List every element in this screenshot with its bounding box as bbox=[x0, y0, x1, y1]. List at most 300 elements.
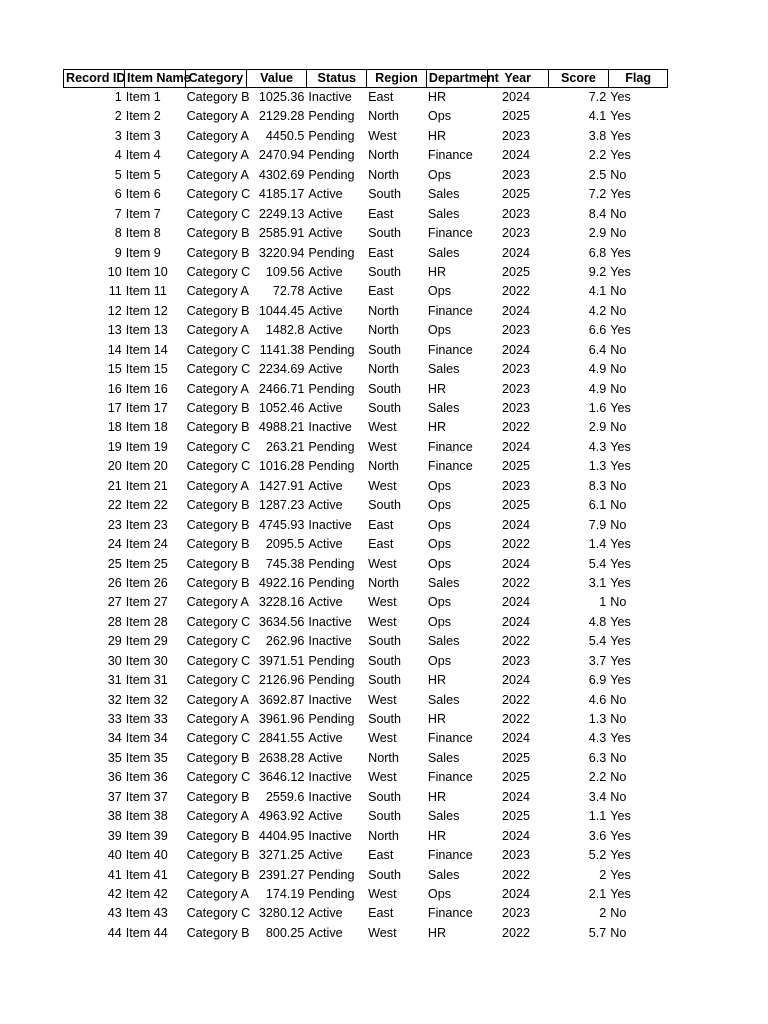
cell-status[interactable]: Active bbox=[308, 750, 343, 765]
cell-score[interactable]: 2 bbox=[599, 867, 607, 882]
cell-value[interactable]: 2095.5 bbox=[265, 537, 305, 552]
cell-score[interactable]: 5.4 bbox=[588, 634, 607, 649]
cell-value[interactable]: 2638.28 bbox=[258, 750, 305, 765]
cell-status[interactable]: Pending bbox=[308, 439, 355, 454]
cell-year[interactable]: 2023 bbox=[502, 848, 531, 863]
cell-status[interactable]: Pending bbox=[308, 167, 355, 182]
cell-record-id[interactable]: 41 bbox=[107, 867, 122, 882]
cell-item-name[interactable]: Item 16 bbox=[125, 381, 168, 396]
cell-value[interactable]: 1141.38 bbox=[259, 342, 305, 357]
cell-value[interactable]: 4302.69 bbox=[258, 167, 305, 182]
cell-status[interactable]: Inactive bbox=[308, 634, 352, 649]
cell-region[interactable]: South bbox=[368, 867, 402, 882]
cell-department[interactable]: Finance bbox=[427, 906, 473, 921]
cell-region[interactable]: North bbox=[368, 828, 399, 843]
cell-value[interactable]: 2126.96 bbox=[258, 673, 305, 688]
cell-category[interactable]: Category B bbox=[186, 848, 250, 863]
cell-flag[interactable]: No bbox=[610, 381, 627, 396]
cell-year[interactable]: 2023 bbox=[502, 906, 531, 921]
cell-status[interactable]: Active bbox=[308, 537, 343, 552]
cell-year[interactable]: 2024 bbox=[502, 614, 531, 629]
cell-region[interactable]: East bbox=[368, 245, 394, 260]
cell-year[interactable]: 2023 bbox=[502, 167, 531, 182]
cell-department[interactable]: Ops bbox=[427, 886, 452, 901]
cell-year[interactable]: 2023 bbox=[502, 206, 531, 221]
cell-value[interactable]: 3280.12 bbox=[258, 906, 305, 921]
cell-year[interactable]: 2024 bbox=[502, 245, 531, 260]
cell-value[interactable]: 2585.91 bbox=[258, 226, 305, 241]
cell-category[interactable]: Category A bbox=[186, 128, 249, 143]
cell-year[interactable]: 2023 bbox=[502, 226, 531, 241]
cell-region[interactable]: North bbox=[368, 323, 399, 338]
cell-category[interactable]: Category B bbox=[186, 556, 250, 571]
cell-year[interactable]: 2025 bbox=[502, 498, 531, 513]
cell-region[interactable]: North bbox=[368, 575, 399, 590]
cell-status[interactable]: Inactive bbox=[308, 90, 352, 104]
cell-category[interactable]: Category C bbox=[186, 770, 251, 785]
cell-status[interactable]: Active bbox=[308, 323, 343, 338]
cell-score[interactable]: 1.1 bbox=[588, 809, 607, 824]
cell-value[interactable]: 4745.93 bbox=[258, 517, 305, 532]
cell-year[interactable]: 2022 bbox=[502, 420, 531, 435]
cell-flag[interactable]: No bbox=[610, 206, 627, 221]
cell-value[interactable]: 109.56 bbox=[265, 264, 305, 279]
cell-record-id[interactable]: 2 bbox=[114, 109, 122, 124]
cell-item-name[interactable]: Item 14 bbox=[125, 342, 168, 357]
cell-flag[interactable]: Yes bbox=[610, 653, 631, 668]
cell-value[interactable]: 4404.95 bbox=[258, 828, 305, 843]
cell-flag[interactable]: No bbox=[610, 750, 627, 765]
cell-item-name[interactable]: Item 31 bbox=[125, 673, 168, 688]
cell-status[interactable]: Active bbox=[308, 478, 343, 493]
cell-status[interactable]: Active bbox=[308, 303, 343, 318]
cell-item-name[interactable]: Item 40 bbox=[125, 848, 168, 863]
cell-flag[interactable]: Yes bbox=[610, 867, 631, 882]
cell-status[interactable]: Inactive bbox=[308, 614, 352, 629]
cell-status[interactable]: Pending bbox=[308, 886, 355, 901]
cell-status[interactable]: Pending bbox=[308, 459, 355, 474]
cell-record-id[interactable]: 15 bbox=[107, 362, 122, 377]
cell-item-name[interactable]: Item 17 bbox=[125, 401, 168, 415]
cell-status[interactable]: Inactive bbox=[308, 828, 352, 843]
cell-status[interactable]: Active bbox=[308, 848, 343, 863]
cell-status[interactable]: Active bbox=[308, 925, 343, 940]
cell-flag[interactable]: No bbox=[610, 925, 627, 940]
cell-year[interactable]: 2022 bbox=[502, 634, 531, 649]
cell-score[interactable]: 1 bbox=[599, 595, 607, 610]
cell-flag[interactable]: No bbox=[610, 498, 627, 513]
cell-category[interactable]: Category B bbox=[186, 828, 250, 843]
cell-status[interactable]: Pending bbox=[308, 556, 355, 571]
cell-status[interactable]: Inactive bbox=[308, 517, 352, 532]
cell-region[interactable]: East bbox=[368, 906, 394, 921]
cell-record-id[interactable]: 42 bbox=[107, 886, 122, 901]
cell-flag[interactable]: Yes bbox=[610, 401, 631, 415]
cell-region[interactable]: West bbox=[368, 595, 397, 610]
cell-department[interactable]: Ops bbox=[427, 595, 452, 610]
cell-region[interactable]: North bbox=[368, 303, 399, 318]
cell-status[interactable]: Active bbox=[308, 362, 343, 377]
cell-year[interactable]: 2023 bbox=[502, 401, 531, 415]
cell-category[interactable]: Category B bbox=[186, 498, 250, 513]
cell-item-name[interactable]: Item 11 bbox=[125, 284, 167, 299]
cell-department[interactable]: HR bbox=[427, 712, 447, 726]
cell-category[interactable]: Category C bbox=[186, 634, 251, 649]
cell-year[interactable]: 2025 bbox=[502, 109, 531, 124]
cell-category[interactable]: Category A bbox=[186, 148, 249, 163]
cell-year[interactable]: 2022 bbox=[502, 867, 531, 882]
cell-value[interactable]: 1427.91 bbox=[258, 478, 305, 493]
cell-department[interactable]: HR bbox=[427, 264, 447, 279]
cell-record-id[interactable]: 44 bbox=[107, 925, 122, 940]
cell-record-id[interactable]: 8 bbox=[114, 226, 122, 241]
cell-department[interactable]: Ops bbox=[427, 498, 452, 513]
cell-value[interactable]: 2841.55 bbox=[258, 731, 305, 746]
cell-year[interactable]: 2023 bbox=[502, 381, 531, 396]
cell-department[interactable]: Finance bbox=[427, 459, 473, 474]
cell-year[interactable]: 2024 bbox=[502, 90, 531, 104]
cell-flag[interactable]: Yes bbox=[610, 886, 631, 901]
cell-flag[interactable]: No bbox=[610, 906, 627, 921]
cell-flag[interactable]: Yes bbox=[610, 848, 631, 863]
cell-score[interactable]: 2.5 bbox=[588, 167, 607, 182]
cell-category[interactable]: Category B bbox=[186, 537, 250, 552]
cell-category[interactable]: Category B bbox=[186, 750, 250, 765]
cell-department[interactable]: Sales bbox=[427, 401, 460, 415]
cell-score[interactable]: 4.6 bbox=[588, 692, 607, 707]
cell-status[interactable]: Inactive bbox=[308, 770, 352, 785]
cell-region[interactable]: South bbox=[368, 653, 402, 668]
cell-region[interactable]: South bbox=[368, 634, 402, 649]
cell-flag[interactable]: Yes bbox=[610, 809, 631, 824]
cell-year[interactable]: 2024 bbox=[502, 731, 531, 746]
cell-score[interactable]: 5.7 bbox=[588, 925, 607, 940]
cell-category[interactable]: Category B bbox=[186, 90, 250, 104]
cell-score[interactable]: 4.9 bbox=[588, 381, 607, 396]
cell-flag[interactable]: No bbox=[610, 362, 627, 377]
cell-status[interactable]: Active bbox=[308, 809, 343, 824]
cell-score[interactable]: 6.4 bbox=[588, 342, 607, 357]
cell-record-id[interactable]: 17 bbox=[107, 401, 122, 415]
cell-status[interactable]: Active bbox=[308, 595, 343, 610]
cell-item-name[interactable]: Item 42 bbox=[125, 886, 168, 901]
cell-record-id[interactable]: 16 bbox=[107, 381, 122, 396]
cell-score[interactable]: 1.6 bbox=[588, 401, 607, 415]
cell-value[interactable]: 2470.94 bbox=[258, 148, 305, 163]
cell-item-name[interactable]: Item 5 bbox=[125, 167, 161, 182]
cell-category[interactable]: Category B bbox=[186, 789, 250, 804]
cell-department[interactable]: Sales bbox=[427, 809, 460, 824]
header-status[interactable]: Status bbox=[306, 70, 366, 87]
cell-department[interactable]: HR bbox=[427, 789, 447, 804]
cell-item-name[interactable]: Item 25 bbox=[125, 556, 168, 571]
cell-score[interactable]: 2.2 bbox=[588, 770, 607, 785]
header-flag[interactable]: Flag bbox=[608, 70, 668, 87]
cell-status[interactable]: Pending bbox=[308, 712, 355, 726]
cell-region[interactable]: South bbox=[368, 264, 402, 279]
cell-score[interactable]: 6.3 bbox=[588, 750, 607, 765]
cell-category[interactable]: Category C bbox=[186, 206, 251, 221]
cell-item-name[interactable]: Item 26 bbox=[125, 575, 168, 590]
cell-value[interactable]: 745.38 bbox=[265, 556, 305, 571]
cell-category[interactable]: Category C bbox=[186, 614, 251, 629]
cell-flag[interactable]: Yes bbox=[610, 634, 631, 649]
cell-value[interactable]: 1052.46 bbox=[258, 401, 305, 415]
cell-department[interactable]: Ops bbox=[427, 109, 452, 124]
cell-record-id[interactable]: 39 bbox=[107, 828, 122, 843]
cell-department[interactable]: Ops bbox=[427, 653, 452, 668]
cell-score[interactable]: 7.2 bbox=[588, 187, 607, 202]
cell-region[interactable]: South bbox=[368, 381, 402, 396]
cell-flag[interactable]: Yes bbox=[610, 90, 631, 104]
cell-item-name[interactable]: Item 2 bbox=[125, 109, 161, 124]
cell-score[interactable]: 7.9 bbox=[588, 517, 607, 532]
cell-region[interactable]: South bbox=[368, 401, 402, 415]
cell-flag[interactable]: Yes bbox=[610, 264, 631, 279]
cell-region[interactable]: North bbox=[368, 148, 399, 163]
cell-department[interactable]: Ops bbox=[427, 323, 452, 338]
cell-value[interactable]: 3634.56 bbox=[258, 614, 305, 629]
cell-record-id[interactable]: 31 bbox=[107, 673, 122, 688]
cell-department[interactable]: Finance bbox=[427, 226, 473, 241]
cell-status[interactable]: Pending bbox=[308, 653, 355, 668]
cell-item-name[interactable]: Item 7 bbox=[125, 206, 161, 221]
cell-value[interactable]: 262.96 bbox=[265, 634, 305, 649]
cell-year[interactable]: 2022 bbox=[502, 712, 531, 726]
cell-item-name[interactable]: Item 38 bbox=[125, 809, 168, 824]
cell-status[interactable]: Active bbox=[308, 401, 343, 415]
cell-item-name[interactable]: Item 39 bbox=[125, 828, 168, 843]
cell-score[interactable]: 6.8 bbox=[588, 245, 607, 260]
cell-flag[interactable]: No bbox=[610, 770, 627, 785]
cell-record-id[interactable]: 20 bbox=[107, 459, 122, 474]
cell-score[interactable]: 4.1 bbox=[588, 284, 607, 299]
cell-region[interactable]: North bbox=[368, 362, 399, 377]
cell-score[interactable]: 2 bbox=[599, 906, 607, 921]
cell-flag[interactable]: No bbox=[610, 478, 627, 493]
cell-value[interactable]: 4922.16 bbox=[258, 575, 305, 590]
cell-department[interactable]: HR bbox=[427, 90, 447, 104]
cell-department[interactable]: Sales bbox=[427, 750, 460, 765]
cell-region[interactable]: West bbox=[368, 439, 397, 454]
cell-flag[interactable]: Yes bbox=[610, 245, 631, 260]
cell-year[interactable]: 2024 bbox=[502, 148, 531, 163]
cell-score[interactable]: 4.8 bbox=[588, 614, 607, 629]
cell-region[interactable]: South bbox=[368, 226, 402, 241]
cell-score[interactable]: 2.2 bbox=[588, 148, 607, 163]
cell-category[interactable]: Category A bbox=[186, 109, 249, 124]
cell-year[interactable]: 2024 bbox=[502, 828, 531, 843]
cell-score[interactable]: 4.1 bbox=[588, 109, 607, 124]
cell-record-id[interactable]: 6 bbox=[114, 187, 122, 202]
cell-item-name[interactable]: Item 44 bbox=[125, 925, 168, 940]
cell-status[interactable]: Pending bbox=[308, 867, 355, 882]
cell-record-id[interactable]: 35 bbox=[107, 750, 122, 765]
cell-record-id[interactable]: 9 bbox=[114, 245, 122, 260]
cell-department[interactable]: HR bbox=[427, 673, 447, 688]
cell-score[interactable]: 4.3 bbox=[588, 731, 607, 746]
cell-region[interactable]: East bbox=[368, 537, 394, 552]
cell-value[interactable]: 3646.12 bbox=[258, 770, 305, 785]
cell-record-id[interactable]: 13 bbox=[107, 323, 122, 338]
cell-item-name[interactable]: Item 30 bbox=[125, 653, 168, 668]
cell-year[interactable]: 2025 bbox=[502, 809, 531, 824]
cell-score[interactable]: 1.4 bbox=[588, 537, 607, 552]
cell-value[interactable]: 2391.27 bbox=[258, 867, 305, 882]
cell-score[interactable]: 6.9 bbox=[588, 673, 607, 688]
cell-year[interactable]: 2025 bbox=[502, 459, 531, 474]
cell-record-id[interactable]: 5 bbox=[114, 167, 122, 182]
cell-score[interactable]: 3.4 bbox=[588, 789, 607, 804]
cell-region[interactable]: West bbox=[368, 128, 397, 143]
cell-value[interactable]: 4185.17 bbox=[258, 187, 305, 202]
cell-value[interactable]: 174.19 bbox=[265, 886, 305, 901]
cell-year[interactable]: 2022 bbox=[502, 575, 531, 590]
cell-flag[interactable]: No bbox=[610, 517, 627, 532]
cell-item-name[interactable]: Item 9 bbox=[125, 245, 161, 260]
cell-category[interactable]: Category C bbox=[186, 459, 251, 474]
cell-year[interactable]: 2022 bbox=[502, 537, 531, 552]
cell-value[interactable]: 2249.13 bbox=[258, 206, 305, 221]
cell-category[interactable]: Category B bbox=[186, 925, 250, 940]
cell-year[interactable]: 2024 bbox=[502, 595, 531, 610]
cell-record-id[interactable]: 14 bbox=[107, 342, 122, 357]
cell-flag[interactable]: Yes bbox=[610, 148, 631, 163]
cell-region[interactable]: South bbox=[368, 809, 402, 824]
cell-record-id[interactable]: 21 bbox=[107, 478, 122, 493]
cell-item-name[interactable]: Item 37 bbox=[125, 789, 168, 804]
cell-score[interactable]: 6.6 bbox=[588, 323, 607, 338]
cell-status[interactable]: Pending bbox=[308, 673, 355, 688]
cell-department[interactable]: HR bbox=[427, 828, 447, 843]
cell-value[interactable]: 1044.45 bbox=[258, 303, 305, 318]
cell-department[interactable]: Ops bbox=[427, 167, 452, 182]
cell-year[interactable]: 2023 bbox=[502, 128, 531, 143]
cell-category[interactable]: Category A bbox=[186, 692, 249, 707]
cell-year[interactable]: 2025 bbox=[502, 264, 531, 279]
cell-score[interactable]: 9.2 bbox=[588, 264, 607, 279]
cell-status[interactable]: Active bbox=[308, 226, 343, 241]
cell-region[interactable]: West bbox=[368, 886, 397, 901]
cell-record-id[interactable]: 26 bbox=[107, 575, 122, 590]
cell-record-id[interactable]: 28 bbox=[107, 614, 122, 629]
cell-region[interactable]: South bbox=[368, 498, 402, 513]
cell-year[interactable]: 2022 bbox=[502, 925, 531, 940]
cell-department[interactable]: Sales bbox=[427, 362, 460, 377]
cell-year[interactable]: 2023 bbox=[502, 478, 531, 493]
cell-flag[interactable]: No bbox=[610, 692, 627, 707]
cell-status[interactable]: Active bbox=[308, 264, 343, 279]
cell-status[interactable]: Active bbox=[308, 187, 343, 202]
cell-category[interactable]: Category C bbox=[186, 264, 251, 279]
cell-flag[interactable]: Yes bbox=[610, 673, 631, 688]
cell-item-name[interactable]: Item 35 bbox=[125, 750, 168, 765]
header-score[interactable]: Score bbox=[548, 70, 609, 87]
cell-record-id[interactable]: 23 bbox=[107, 517, 122, 532]
cell-region[interactable]: West bbox=[368, 925, 397, 940]
cell-item-name[interactable]: Item 21 bbox=[125, 478, 168, 493]
cell-status[interactable]: Inactive bbox=[308, 420, 352, 435]
cell-value[interactable]: 2129.28 bbox=[258, 109, 305, 124]
cell-category[interactable]: Category C bbox=[186, 731, 251, 746]
cell-value[interactable]: 2234.69 bbox=[258, 362, 305, 377]
cell-flag[interactable]: No bbox=[610, 226, 627, 241]
cell-department[interactable]: Finance bbox=[427, 439, 473, 454]
cell-item-name[interactable]: Item 24 bbox=[125, 537, 168, 552]
cell-department[interactable]: Ops bbox=[427, 614, 452, 629]
header-value[interactable]: Value bbox=[246, 70, 307, 87]
cell-category[interactable]: Category B bbox=[186, 420, 250, 435]
cell-department[interactable]: Sales bbox=[427, 245, 460, 260]
cell-score[interactable]: 3.8 bbox=[588, 128, 607, 143]
cell-department[interactable]: HR bbox=[427, 128, 447, 143]
cell-status[interactable]: Active bbox=[308, 284, 343, 299]
cell-region[interactable]: East bbox=[368, 206, 394, 221]
cell-value[interactable]: 3961.96 bbox=[258, 712, 305, 726]
cell-status[interactable]: Active bbox=[308, 206, 343, 221]
cell-item-name[interactable]: Item 12 bbox=[125, 303, 168, 318]
cell-item-name[interactable]: Item 15 bbox=[125, 362, 168, 377]
cell-record-id[interactable]: 25 bbox=[107, 556, 122, 571]
cell-region[interactable]: North bbox=[368, 459, 399, 474]
cell-year[interactable]: 2024 bbox=[502, 342, 531, 357]
cell-year[interactable]: 2023 bbox=[502, 362, 531, 377]
cell-item-name[interactable]: Item 28 bbox=[125, 614, 168, 629]
cell-region[interactable]: North bbox=[368, 167, 399, 182]
cell-record-id[interactable]: 38 bbox=[107, 809, 122, 824]
cell-year[interactable]: 2024 bbox=[502, 673, 531, 688]
cell-status[interactable]: Inactive bbox=[308, 789, 352, 804]
cell-category[interactable]: Category B bbox=[186, 517, 250, 532]
cell-record-id[interactable]: 34 bbox=[107, 731, 122, 746]
cell-item-name[interactable]: Item 23 bbox=[125, 517, 168, 532]
cell-status[interactable]: Pending bbox=[308, 342, 355, 357]
cell-score[interactable]: 3.1 bbox=[588, 575, 607, 590]
cell-category[interactable]: Category C bbox=[186, 439, 251, 454]
cell-year[interactable]: 2024 bbox=[502, 303, 531, 318]
cell-category[interactable]: Category C bbox=[186, 673, 251, 688]
cell-category[interactable]: Category A bbox=[186, 381, 249, 396]
cell-category[interactable]: Category A bbox=[186, 809, 249, 824]
cell-value[interactable]: 1482.8 bbox=[265, 323, 305, 338]
cell-region[interactable]: West bbox=[368, 770, 397, 785]
cell-department[interactable]: Finance bbox=[427, 303, 473, 318]
cell-item-name[interactable]: Item 1 bbox=[125, 90, 161, 104]
cell-flag[interactable]: No bbox=[610, 789, 627, 804]
cell-department[interactable]: Ops bbox=[427, 556, 452, 571]
cell-category[interactable]: Category A bbox=[186, 478, 249, 493]
cell-flag[interactable]: Yes bbox=[610, 323, 631, 338]
cell-year[interactable]: 2022 bbox=[502, 692, 531, 707]
cell-record-id[interactable]: 27 bbox=[107, 595, 122, 610]
cell-category[interactable]: Category C bbox=[186, 187, 251, 202]
cell-department[interactable]: Ops bbox=[427, 537, 452, 552]
cell-year[interactable]: 2025 bbox=[502, 750, 531, 765]
header-item-name[interactable]: Item Name bbox=[124, 70, 185, 87]
cell-status[interactable]: Pending bbox=[308, 148, 355, 163]
cell-item-name[interactable]: Item 18 bbox=[125, 420, 168, 435]
cell-record-id[interactable]: 37 bbox=[107, 789, 122, 804]
cell-item-name[interactable]: Item 41 bbox=[125, 867, 168, 882]
cell-flag[interactable]: No bbox=[610, 342, 627, 357]
cell-value[interactable]: 2559.6 bbox=[265, 789, 305, 804]
cell-flag[interactable]: No bbox=[610, 595, 627, 610]
cell-value[interactable]: 3692.87 bbox=[258, 692, 305, 707]
header-region[interactable]: Region bbox=[366, 70, 426, 87]
cell-record-id[interactable]: 4 bbox=[114, 148, 122, 163]
cell-flag[interactable]: Yes bbox=[610, 537, 631, 552]
cell-value[interactable]: 800.25 bbox=[265, 925, 305, 940]
